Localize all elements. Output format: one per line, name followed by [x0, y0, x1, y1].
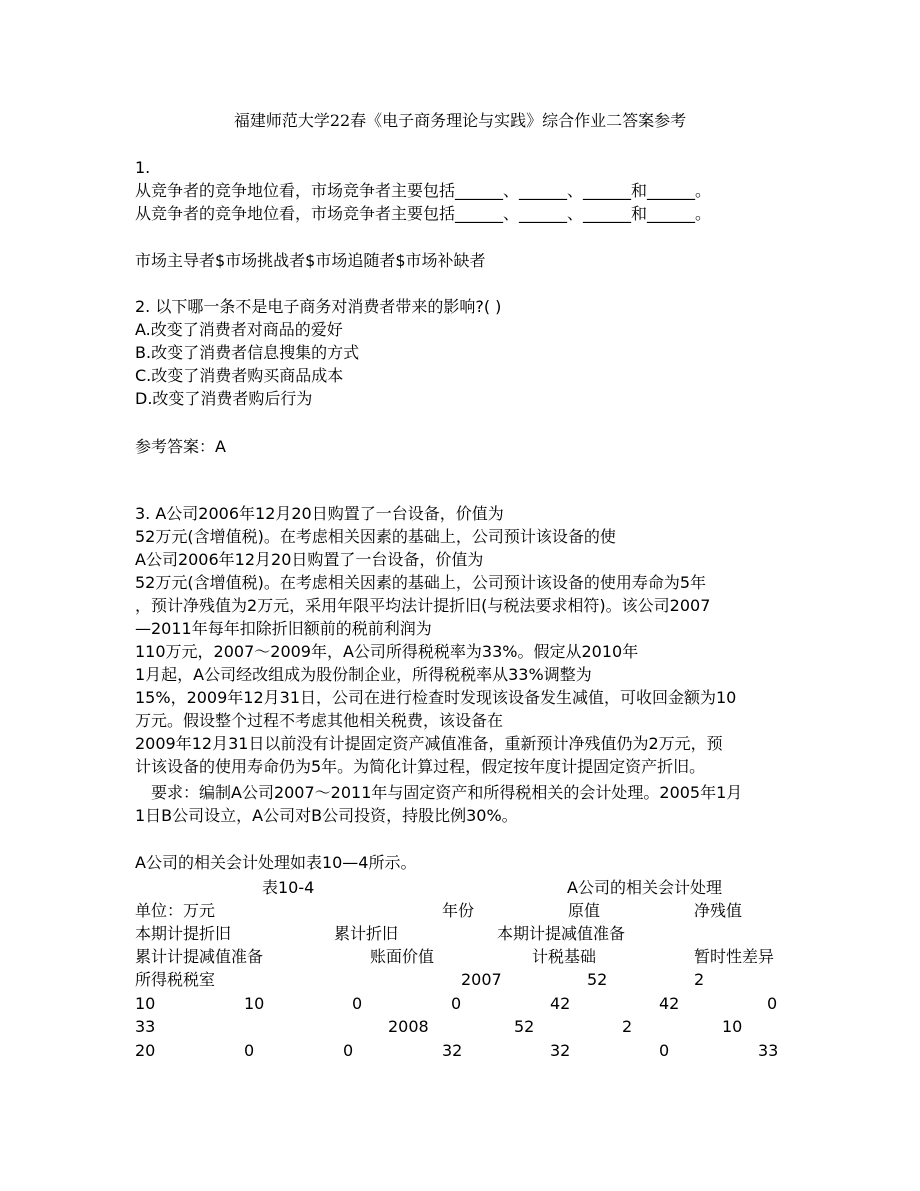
question-1-number: 1.: [135, 158, 151, 177]
question-3-line: 1月起，A公司经改组成为股份制企业，所得税税率从33%调整为: [135, 665, 592, 684]
table-cell: 单位：万元: [135, 901, 216, 920]
table-cell: 10: [135, 994, 156, 1013]
table-cell: 20: [135, 1041, 156, 1060]
table-cell: 0: [451, 994, 462, 1013]
table-cell: 原值: [568, 901, 601, 920]
question-3-line: 计该设备的使用寿命仍为5年。为简化计算过程，假定按年度计提固定资产折旧。: [135, 757, 706, 776]
table-cell: 10: [244, 994, 265, 1013]
question-3-line: 52万元(含增值税)。在考虑相关因素的基础上，公司预计该设备的使用寿命为5年: [135, 573, 707, 592]
table-cell: 33: [758, 1041, 779, 1060]
document-title: 福建师范大学22春《电子商务理论与实践》综合作业二答案参考: [233, 111, 687, 130]
table-cell: 账面价值: [370, 947, 435, 966]
table-cell: 42: [550, 994, 571, 1013]
table-cell: 33: [135, 1017, 156, 1036]
table-cell: 0: [352, 994, 363, 1013]
question-3-line: 52万元(含增值税)。在考虑相关因素的基础上，公司预计该设备的使: [135, 527, 616, 546]
table-cell: 0: [343, 1041, 354, 1060]
table-cell: 年份: [442, 901, 475, 920]
question-1-stem: 从竞争者的竞争地位看，市场竞争者主要包括______、______、______和______。: [135, 181, 712, 200]
table-cell: 52: [514, 1017, 535, 1036]
question-3-answer-intro: A公司的相关会计处理如表10—4所示。: [135, 853, 417, 872]
table-cell: 32: [550, 1041, 571, 1060]
table-cell: 2: [694, 970, 705, 989]
table-cell: 本期计提折旧: [135, 924, 232, 943]
table-cell: 本期计提减值准备: [497, 924, 626, 943]
table-cell: 0: [767, 994, 778, 1013]
table-cell: 0: [244, 1041, 255, 1060]
table-cell: 计税基础: [532, 947, 597, 966]
question-2-stem: 2. 以下哪一条不是电子商务对消费者带来的影响?( ): [135, 297, 502, 316]
question-3-line: 要求：编制A公司2007～2011年与固定资产和所得税相关的会计处理。2005年1月: [135, 783, 743, 802]
question-3-line: ，预计净残值为2万元，采用年限平均法计提折旧(与税法要求相符)。该公司2007: [135, 596, 711, 615]
question-3-line: 1日B公司设立，A公司对B公司投资，持股比例30%。: [135, 806, 518, 825]
table-caption-right: A公司的相关会计处理: [567, 878, 722, 897]
table-cell: 累计计提减值准备: [135, 947, 264, 966]
question-1-stem-repeat: 从竞争者的竞争地位看，市场竞争者主要包括______、______、______和______。: [135, 204, 712, 223]
table-cell: 净残值: [694, 901, 743, 920]
table-cell: 暂时性差异: [694, 947, 775, 966]
question-2-option-d: D.改变了消费者购后行为: [135, 389, 313, 408]
question-3-line: 15%，2009年12月31日，公司在进行检查时发现该设备发生减值，可收回金额为10: [135, 688, 737, 707]
table-cell: 2007: [461, 970, 502, 989]
question-3-line: 万元。假设整个过程不考虑其他相关税费，该设备在: [135, 711, 504, 730]
question-2-option-b: B.改变了消费者信息搜集的方式: [135, 343, 360, 362]
question-3-line: 110万元，2007～2009年，A公司所得税税率为33%。假定从2010年: [135, 642, 639, 661]
question-3-line: 3. A公司2006年12月20日购置了一台设备，价值为: [135, 504, 504, 523]
question-3-line: A公司2006年12月20日购置了一台设备，价值为: [135, 550, 484, 569]
table-cell: 0: [659, 1041, 670, 1060]
question-2-option-c: C.改变了消费者购买商品成本: [135, 366, 344, 385]
table-cell: 2: [622, 1017, 633, 1036]
question-2-option-a: A.改变了消费者对商品的爱好: [135, 320, 343, 339]
table-cell: 52: [587, 970, 608, 989]
question-3-line: 2009年12月31日以前没有计提固定资产减值准备，重新预计净残值仍为2万元，预: [135, 734, 723, 753]
table-caption-left: 表10-4: [262, 878, 315, 897]
table-cell: 2008: [388, 1017, 429, 1036]
table-cell: 42: [659, 994, 680, 1013]
question-3-line: —2011年每年扣除折旧额前的税前利润为: [135, 619, 432, 638]
question-1-answer: 市场主导者$市场挑战者$市场追随者$市场补缺者: [135, 251, 486, 270]
table-cell: 所得税税室: [135, 970, 216, 989]
table-cell: 10: [722, 1017, 743, 1036]
question-2-answer: 参考答案：A: [135, 437, 226, 456]
table-cell: 累计折旧: [334, 924, 399, 943]
table-cell: 32: [442, 1041, 463, 1060]
